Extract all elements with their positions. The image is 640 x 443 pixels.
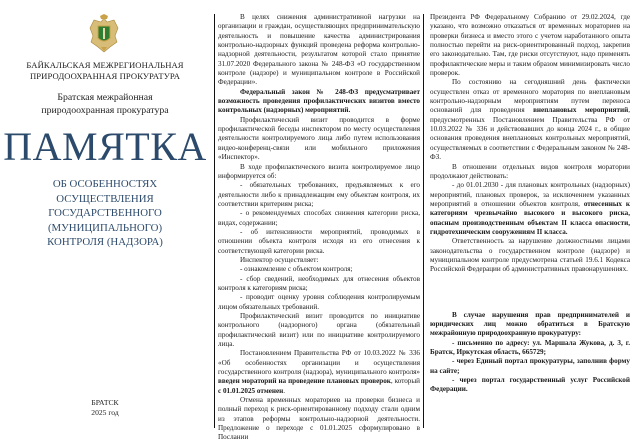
paragraph: Профилактический визит проводится по инициативе контрольного (надзорного) органа (обязательный профилактический визит) или по инициативе контролируемого лица.	[218, 312, 420, 349]
contact-item: - письменно по адресу: ул. Маршала Жукова, д. 3, г. Братск, Иркутская область, 665729;	[430, 338, 630, 356]
list-item: - проводит оценку уровня соблюдения контролируемым лицом обязательных требований.	[218, 293, 420, 311]
paragraph: Ответственность за нарушение должностными лицами законодательства о государственном контроле (надзоре) и муниципальном контроле предусмотрена статьей 19.6.1 Кодекса Российской Федерации об административных правонарушениях.	[430, 237, 630, 274]
sub-organization-line-2: природоохранная прокуратура	[41, 104, 169, 116]
text-run: , который	[390, 377, 420, 386]
paragraph: Президента РФ Федеральному Собранию от 29.02.2024, где указано, что возможно отказаться от временных мораториев на проверки бизнеса и вместо этого с учетом наработанного опыта полностью перейти на риск-ориентированный подход, закрепив его законодательно. Там, где риски отсутствуют, надо применять профилактические меры и таким образом минимизировать число проверок.	[430, 13, 630, 78]
text-run: Постановлением Правительства РФ от 10.03.2022 № 336 «Об особенностях организации и осуществления государственного контроля (надзора), муниципального контроля»	[218, 349, 420, 377]
organization-name	[0, 60, 210, 82]
list-item: - о рекомендуемых способах снижения категории риска, видах, содержании;	[218, 209, 420, 227]
paragraph: В целях снижения административной нагрузки на организации и граждан, осуществляющих предпринимательскую деятельность и повышение качества администрирования контрольно-надзорных функций проведена реформа контрольно-надзорной деятельности, результатом которой стало принятие 31.07.2020 Федерального закона № 248-ФЗ «О государственном контроле (надзоре) и муниципальном контроле в Российской Федерации».	[218, 13, 420, 87]
subtitle-line: ОБ ОСОБЕННОСТЯХ	[52, 178, 158, 190]
sub-organization-name	[0, 92, 210, 117]
city-name: БРАТСК	[91, 398, 119, 407]
paragraph: Инспектор осуществляет:	[240, 255, 319, 264]
text-run: - до 01.01.2030 - для плановых контрольных (надзорных) мероприятий, плановых проверок, за исключением указанных мероприятий в отношении объектов контроля,	[430, 181, 630, 208]
organization-line-1: БАЙКАЛЬСКАЯ МЕЖРЕГИОНАЛЬНАЯ	[26, 60, 184, 70]
contact-intro: В случае нарушения прав предпринимателей и юридических лиц можно обратиться в Братскую межрайонную природоохранную прокуратуру:	[430, 310, 630, 338]
leaflet-title: ПАМЯТКА	[3, 124, 207, 169]
list-item: - обязательных требованиях, предъявляемых к его деятельности либо к принадлежащим ему объектам контроля, их соответствии критериям риска;	[218, 181, 420, 208]
list-item: - ознакомление с объектом контроля;	[240, 265, 353, 274]
text-column-3	[430, 13, 630, 395]
paragraph-bold: Федеральный закон № 248-ФЗ предусматривает возможность проведения профилактических визитов вместо контрольных (надзорных) мероприятий.	[218, 87, 420, 115]
contact-item: - через портал государственный услуг Российской Федерации.	[430, 376, 630, 394]
publication-year: 2025 год	[91, 407, 119, 417]
text-run-bold: внеплановых мероприятий	[533, 106, 629, 115]
text-run-bold: введен мораторий на проведение плановых проверок	[218, 377, 391, 386]
list-item	[430, 181, 630, 237]
subtitle-line: ОСУЩЕСТВЛЕНИЯ	[56, 192, 154, 205]
sub-organization-line-1: Братская межрайонная	[57, 92, 153, 103]
leaflet-subtitle	[0, 177, 210, 250]
text-run: .	[283, 386, 286, 395]
paragraph: Отмена временных мораториев на проверки бизнеса и полный переход к риск-ориентированному подходу стали одним из этапов реформы контрольно-надзорной деятельности. Предложение о переходе с 01.01.2025 сформулировано в Послании	[218, 396, 420, 442]
text-run: По состоянию на сегодняшний день фактически осуществлен отказ от временного моратория по внеплановым контрольно-надзорным мероприятиям путем переноса оснований для проведения	[430, 78, 630, 115]
text-run: , предусмотренных Постановлением Правительства РФ от 10.03.2022 № 336 и действовавших до конца 2024 г., в общие основания проведения внеплановых контрольных мероприятий, осуществляемых в соответствии с Федеральным законом № 248-ФЗ.	[430, 106, 631, 162]
text-column-2	[218, 13, 420, 443]
column-divider	[423, 14, 424, 428]
text-run-bold: отнесенных к категориям чрезвычайно высокого и высокого риска, опасным производственным объектам II класса опасности, гидротехническим сооружениям II класса.	[430, 199, 631, 236]
column-divider	[214, 14, 215, 428]
paragraph: В отношении отдельных видов контроля моратории продолжают действовать:	[430, 162, 630, 180]
list-item: - сбор сведений, необходимых для отнесения объектов контроля к категориям риска;	[218, 274, 420, 292]
cover-panel	[0, 0, 210, 431]
subtitle-line: (МУНИЦИПАЛЬНОГО)	[47, 221, 163, 234]
list-item: - об интенсивности мероприятий, проводимых в отношении объекта контроля исходя из его отнесения к соответствующей категории риска.	[218, 227, 420, 255]
paragraph	[218, 349, 420, 396]
subtitle-line: КОНТРОЛЯ (НАДЗОРА)	[47, 236, 163, 248]
prosecutor-emblem-icon	[88, 14, 120, 54]
publication-place	[0, 398, 210, 418]
paragraph: В ходе профилактического визита контролируемое лицо информируется об:	[218, 162, 420, 180]
contact-item: - через Единый портал прокуратуры, заполнив форму на сайте;	[430, 357, 630, 375]
paragraph	[430, 78, 630, 162]
subtitle-line: ГОСУДАРСТВЕННОГО	[48, 207, 162, 219]
spacer	[430, 275, 630, 311]
paragraph: Профилактический визит проводится в форме профилактической беседы инспектором по месту осуществления деятельности контролируемого лица либо путем использования видео-конференц-связи или мобильного приложения «Инспектор».	[218, 115, 420, 162]
text-run-bold: с 01.01.2025 отменен	[218, 386, 284, 395]
organization-line-2: ПРИРОДООХРАННАЯ ПРОКУРАТУРА	[29, 71, 181, 81]
